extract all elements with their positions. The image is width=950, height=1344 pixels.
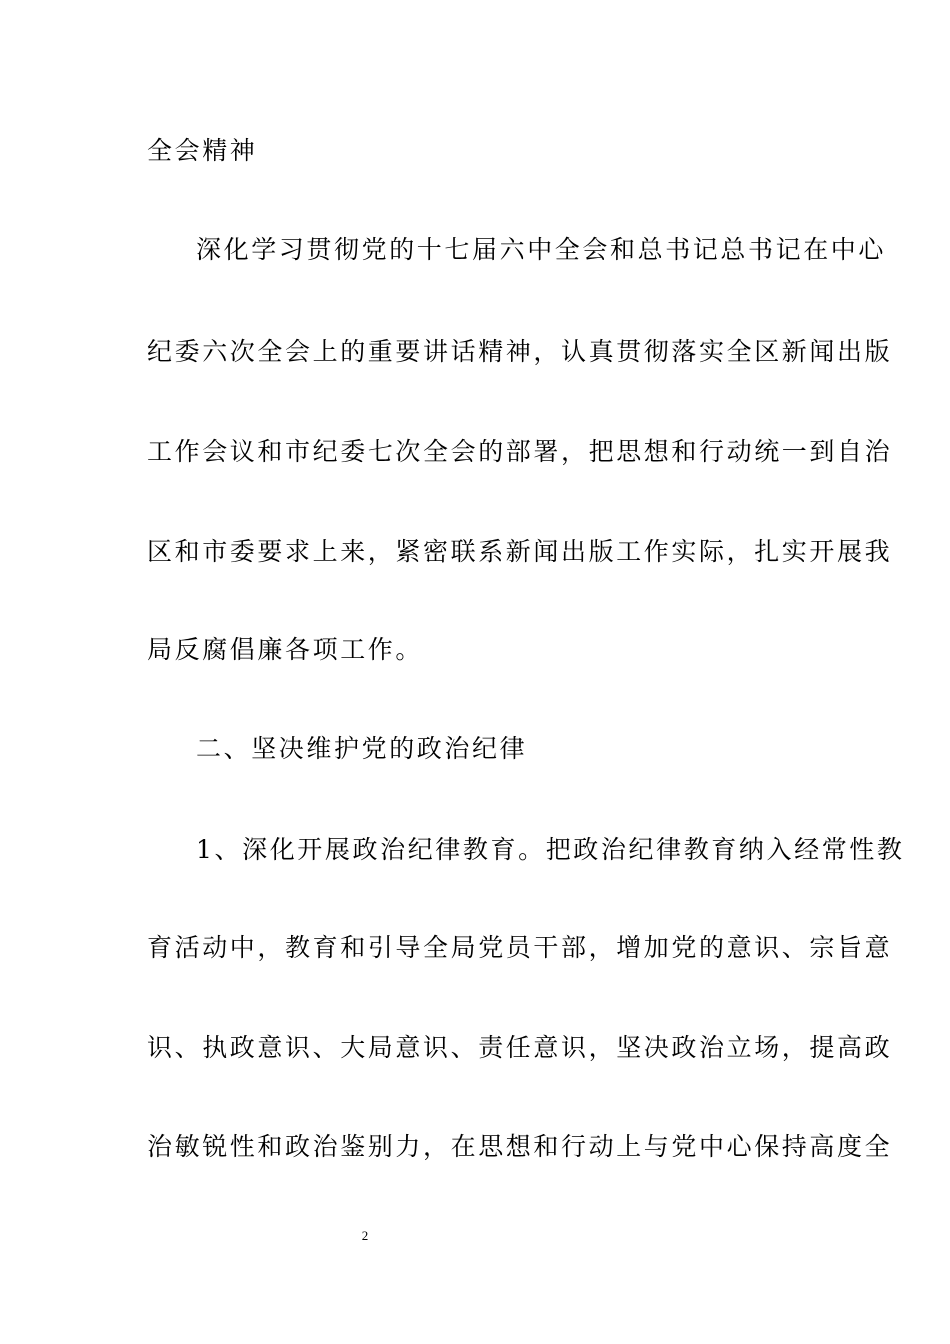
section-heading: 二、坚决维护党的政治纪律 bbox=[196, 734, 528, 763]
text-line: 育活动中，教育和引导全局党员干部，增加党的意识、宗旨意 bbox=[147, 933, 893, 962]
text-line: 纪委六次全会上的重要讲话精神，认真贯彻落实全区新闻出版 bbox=[147, 337, 893, 366]
paragraph-start-line: 1、深化开展政治纪律教育。把政治纪律教育纳入经常性教 bbox=[196, 835, 905, 864]
text-line: 区和市委要求上来，紧密联系新闻出版工作实际，扎实开展我 bbox=[147, 537, 893, 566]
text-line: 局反腐倡廉各项工作。 bbox=[147, 635, 424, 664]
page-number: 2 bbox=[361, 1228, 369, 1243]
paragraph-start-line: 深化学习贯彻党的十七届六中全会和总书记总书记在中心 bbox=[196, 235, 887, 264]
text-line: 全会精神 bbox=[147, 136, 258, 165]
text-line: 治敏锐性和政治鉴别力，在思想和行动上与党中心保持高度全 bbox=[147, 1132, 893, 1161]
text-line: 工作会议和市纪委七次全会的部署，把思想和行动统一到自治 bbox=[147, 437, 893, 466]
text-line: 识、执政意识、大局意识、责任意识，坚决政治立场，提高政 bbox=[147, 1033, 893, 1062]
